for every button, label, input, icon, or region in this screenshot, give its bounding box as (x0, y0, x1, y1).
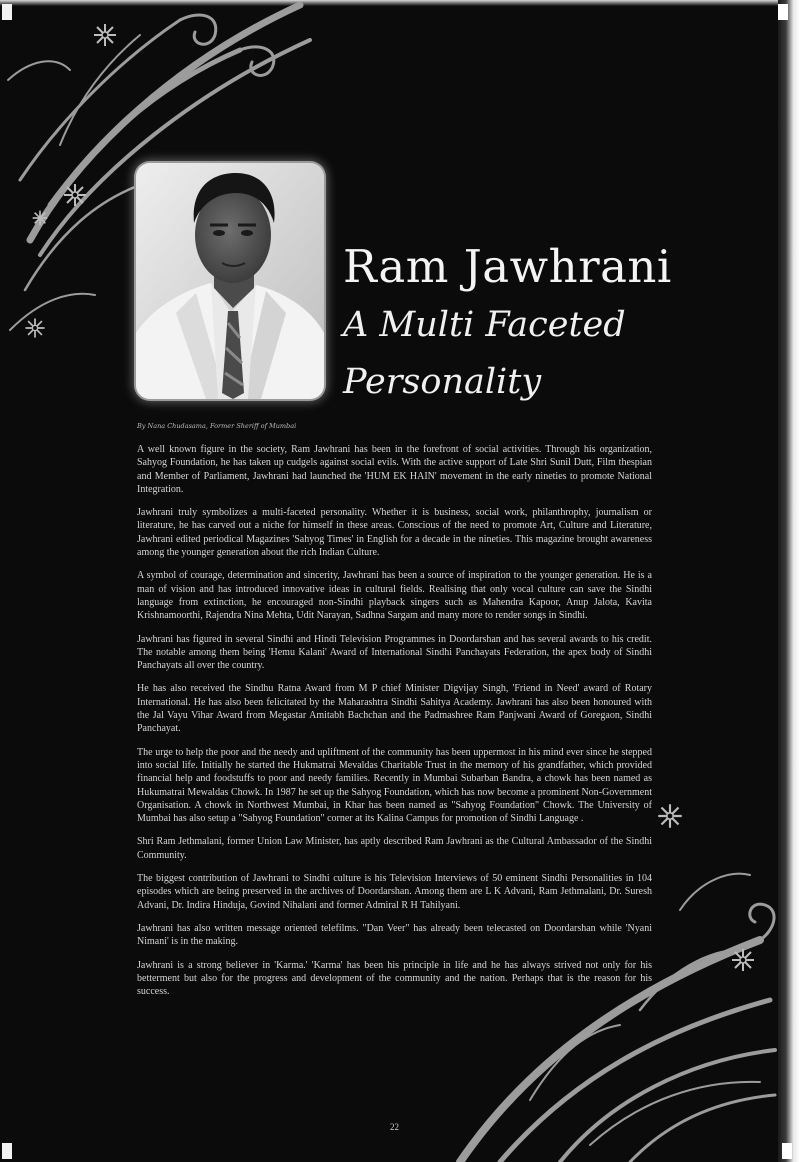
paragraph: He has also received the Sindhu Ratna Award from M P chief Minister Digvijay Singh, 'Friend in Need' award of Rotary International. He has also been felicitated by the Maharashtra Sindhi Sahitya Academy. Jawhrani has also been honoured with the Jal Vayu Vihar Award from Megastar Amitabh Bachchan and the Padmashree Ram Panjwani Award of Goregaon, Sindhi Panchayat. (137, 683, 652, 735)
paragraph: The biggest contribution of Jawhrani to Sindhi culture is his Television Interviews of 50 eminent Sindhi Personalities in 104 episodes which are being preserved in the archives of Doordarshan. Among them are L K Advani, Ram Jethmalani, Dr. Suresh Advani, Dr. Indira Hinduja, Govind Nihalani and former Admiral R H Tahilyani. (137, 873, 652, 911)
flower-icon (60, 180, 90, 210)
flower-icon (728, 945, 758, 975)
flower-icon (90, 20, 120, 50)
paragraph: Shri Ram Jethmalani, former Union Law Minister, has aptly described Ram Jawhrani as the Cultural Ambassador of the Sindhi Community. (137, 836, 652, 861)
registration-mark-top-right (778, 4, 788, 20)
paragraph: Jawhrani has figured in several Sindhi and Hindi Television Programmes in Doordarshan and has several awards to his credit. The notable among them being 'Hemu Kalani' Award of International Sindhi Panchayats Federation, the apex body of Sindhi Panchayats all over the country. (137, 633, 652, 672)
paragraph: A symbol of courage, determination and sincerity, Jawhrani has been a source of inspiration to the younger generation. He is a man of vision and has introduced innovative ideas in cultural fields. Realising that only vocal culture can save the Sindhi language from extinction, he encouraged non-Sindhi playback singers such as Mahendra Kapoor, Anup Jalota, Kavita Krishnamoorthi, Rajendra Nina Mehta, Udit Narayan, Sadhna Sargam and many more to render songs in Sindhi. (137, 570, 652, 622)
flower-icon (30, 208, 50, 228)
registration-mark-bottom-left (2, 1143, 12, 1159)
paragraph: The urge to help the poor and the needy and upliftment of the community has been uppermost in his mind ever since he stepped into social life. Initially he started the Hukmatrai Mevaldas Charitable Trust in the memory of his grandfather, which provided financial help and foodstuffs to poor and needy families. Recently in Mumbai Subarban Bandra, a chowk has been named as Hukumatrai Mewaldas Chowk. In 1987 he set up the Sahyog Foundation, which has now become a prominent Non-Government Organisation. A chowk in Northwest Mumbai, in Khar has been named as "Sahyog Foundation" Chowk. The University of Mumbai has also setup a "Sahyog Foundation" corner at its Kalina Campus for promotion of Sindhi Language . (137, 746, 652, 825)
byline: By Nana Chudasama, Former Sheriff of Mumbai (137, 422, 297, 430)
subtitle-line-1: A Multi Faceted (343, 305, 626, 345)
page-number: 22 (390, 1122, 399, 1132)
portrait-photo-image (136, 163, 324, 399)
portrait-photo (136, 163, 324, 399)
paragraph: Jawhrani is a strong believer in 'Karma.' 'Karma' has been his principle in life and he has always strived not only for his betterment but also for the progress and development of the community and the nation. Perhaps that is the reason for his success. (137, 959, 652, 998)
flower-icon (654, 800, 686, 832)
subtitle-line-2: Personality (343, 362, 542, 402)
flower-icon (22, 315, 48, 341)
article-body (137, 443, 652, 1008)
page-title: Ram Jawhrani (343, 240, 672, 293)
registration-mark-bottom-right (782, 1143, 792, 1159)
paragraph: Jawhrani truly symbolizes a multi-faceted personality. Whether it is business, social work, philanthrophy, journalism or literature, he has carved out a niche for himself in these areas. Conscious of the need to promote Art, Culture and Literature, Jawhrani edited periodical Magazines 'Sahyog Times' in English for a decade in the nineties. This magazine brought awareness among the younger generation about the rich Indian Culture. (137, 507, 652, 559)
paragraph: A well known figure in the society, Ram Jawhrani has been in the forefront of social activities. Through his organization, Sahyog Foundation, he has taken up cudgels against social evils. With the active support of Late Shri Sunil Dutt, Film thespian and Member of Parliament, Jawhrani had launched the 'HUM EK HAIN' movement in the early nineties to promote National Integration. (137, 444, 652, 495)
scan-right-edge (778, 0, 800, 1162)
paragraph: Jawhrani has also written message oriented telefilms. "Dan Veer" has already been telecasted on Doordarshan while 'Nyani Nimani' is in the making. (137, 922, 652, 948)
